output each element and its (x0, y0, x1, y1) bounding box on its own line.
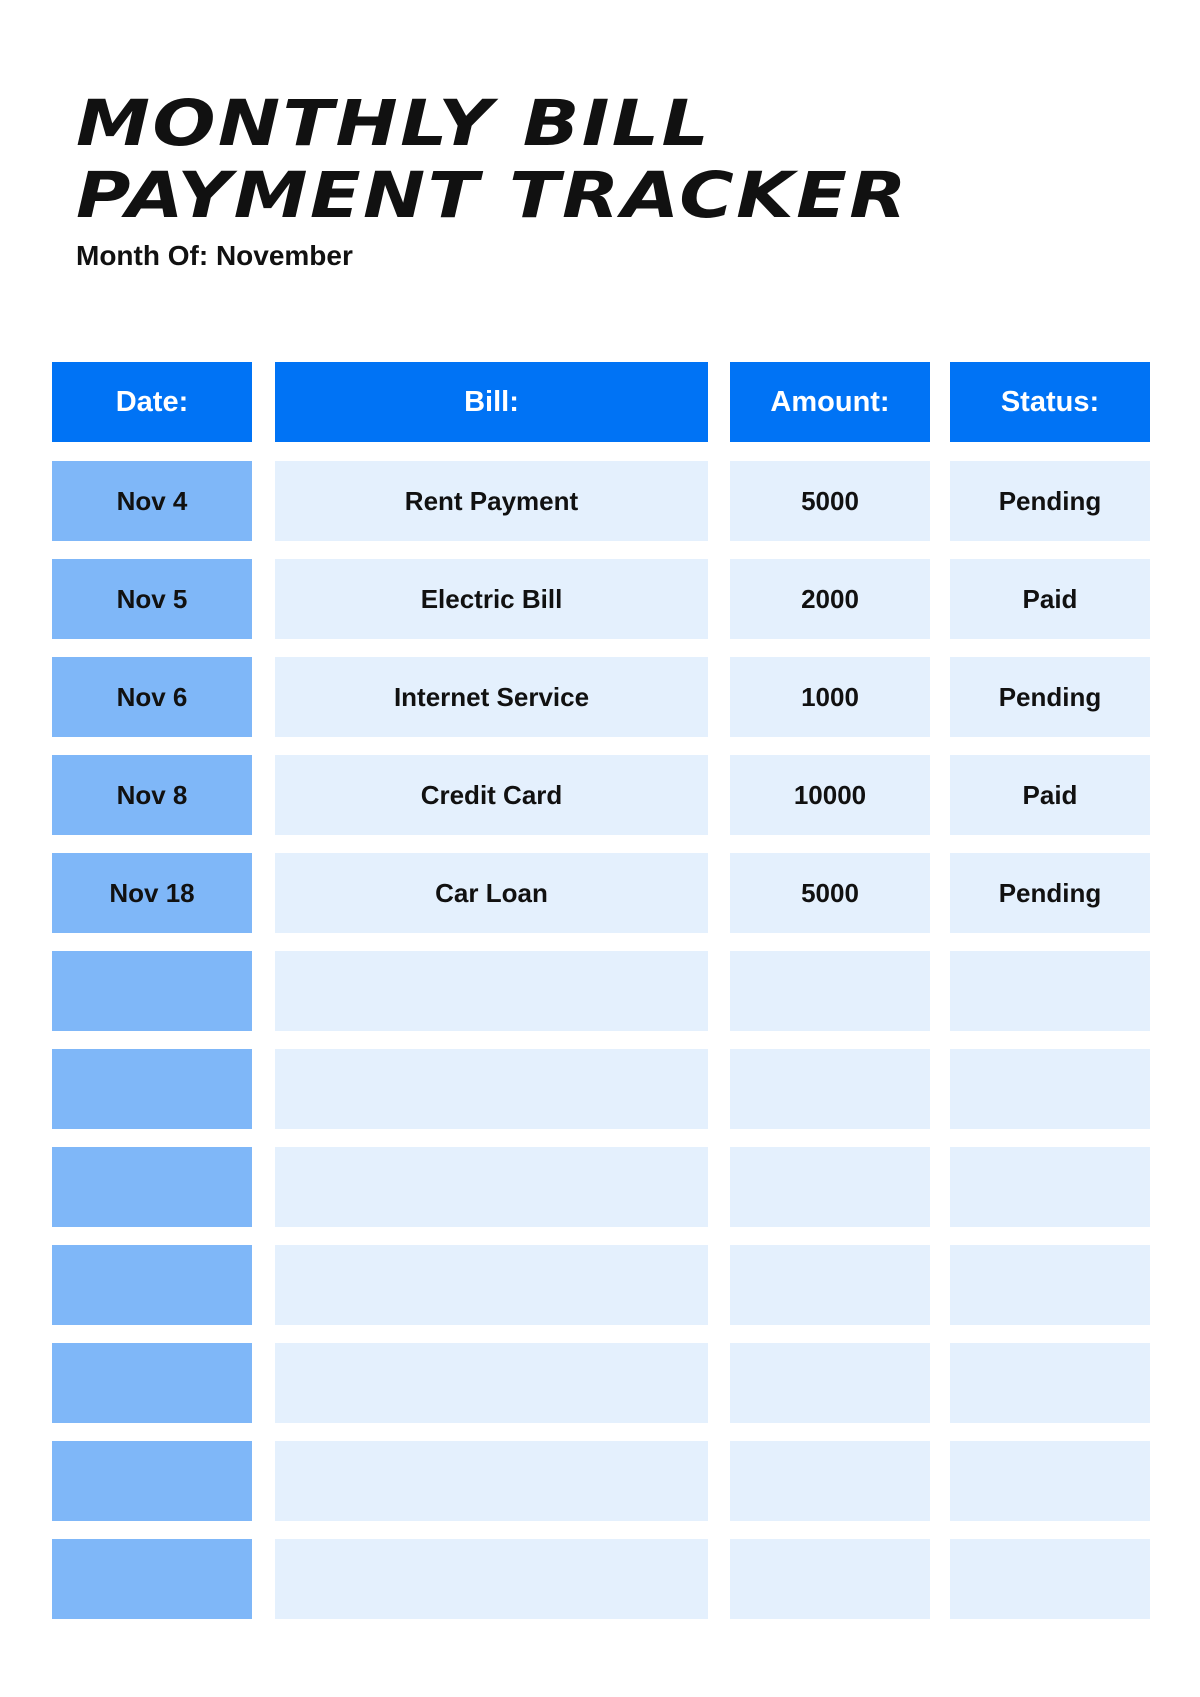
table-row (52, 461, 1152, 541)
status-cell: Pending (950, 461, 1150, 541)
status-cell: Pending (950, 853, 1150, 933)
bill-cell (275, 951, 708, 1031)
bill-cell (275, 1049, 708, 1129)
table-row (52, 1147, 1152, 1227)
title-line-1: MONTHLY BILL (76, 87, 712, 160)
header-status: Status: (950, 362, 1150, 442)
bill-cell: Rent Payment (275, 461, 708, 541)
status-cell (950, 1049, 1150, 1129)
bill-cell: Internet Service (275, 657, 708, 737)
amount-cell (730, 1539, 930, 1619)
status-cell (950, 1343, 1150, 1423)
month-label: Month Of: November (76, 240, 353, 271)
status-cell: Pending (950, 657, 1150, 737)
bill-table (52, 362, 1152, 1637)
status-cell (950, 1441, 1150, 1521)
amount-cell (730, 1441, 930, 1521)
bill-cell (275, 1343, 708, 1423)
bill-cell (275, 1147, 708, 1227)
title-line-2: PAYMENT TRACKER (76, 159, 909, 232)
table-header-row (52, 362, 1152, 442)
bill-cell (275, 1441, 708, 1521)
amount-cell: 1000 (730, 657, 930, 737)
date-cell: Nov 4 (52, 461, 252, 541)
status-cell (950, 1539, 1150, 1619)
table-row (52, 559, 1152, 639)
date-cell (52, 1539, 252, 1619)
table-row (52, 657, 1152, 737)
table-row (52, 1049, 1152, 1129)
amount-cell: 10000 (730, 755, 930, 835)
table-row (52, 1441, 1152, 1521)
amount-cell (730, 1147, 930, 1227)
amount-cell (730, 1343, 930, 1423)
status-cell (950, 1245, 1150, 1325)
date-cell (52, 1147, 252, 1227)
date-cell (52, 951, 252, 1031)
amount-cell: 5000 (730, 461, 930, 541)
date-cell: Nov 6 (52, 657, 252, 737)
date-cell: Nov 8 (52, 755, 252, 835)
amount-cell (730, 1049, 930, 1129)
status-cell: Paid (950, 559, 1150, 639)
bill-cell: Credit Card (275, 755, 708, 835)
bill-cell (275, 1245, 708, 1325)
table-row (52, 853, 1152, 933)
status-cell: Paid (950, 755, 1150, 835)
bill-cell: Electric Bill (275, 559, 708, 639)
date-cell (52, 1441, 252, 1521)
date-cell (52, 1245, 252, 1325)
header-amount: Amount: (730, 362, 930, 442)
date-cell (52, 1343, 252, 1423)
page-title (76, 88, 909, 232)
status-cell (950, 951, 1150, 1031)
header-date: Date: (52, 362, 252, 442)
bill-cell: Car Loan (275, 853, 708, 933)
status-cell (950, 1147, 1150, 1227)
table-row (52, 1245, 1152, 1325)
amount-cell (730, 951, 930, 1031)
table-body (52, 461, 1152, 1619)
date-cell (52, 1049, 252, 1129)
date-cell: Nov 18 (52, 853, 252, 933)
amount-cell: 5000 (730, 853, 930, 933)
table-row (52, 1539, 1152, 1619)
amount-cell: 2000 (730, 559, 930, 639)
amount-cell (730, 1245, 930, 1325)
date-cell: Nov 5 (52, 559, 252, 639)
table-row (52, 951, 1152, 1031)
table-row (52, 755, 1152, 835)
header-bill: Bill: (275, 362, 708, 442)
table-row (52, 1343, 1152, 1423)
bill-cell (275, 1539, 708, 1619)
